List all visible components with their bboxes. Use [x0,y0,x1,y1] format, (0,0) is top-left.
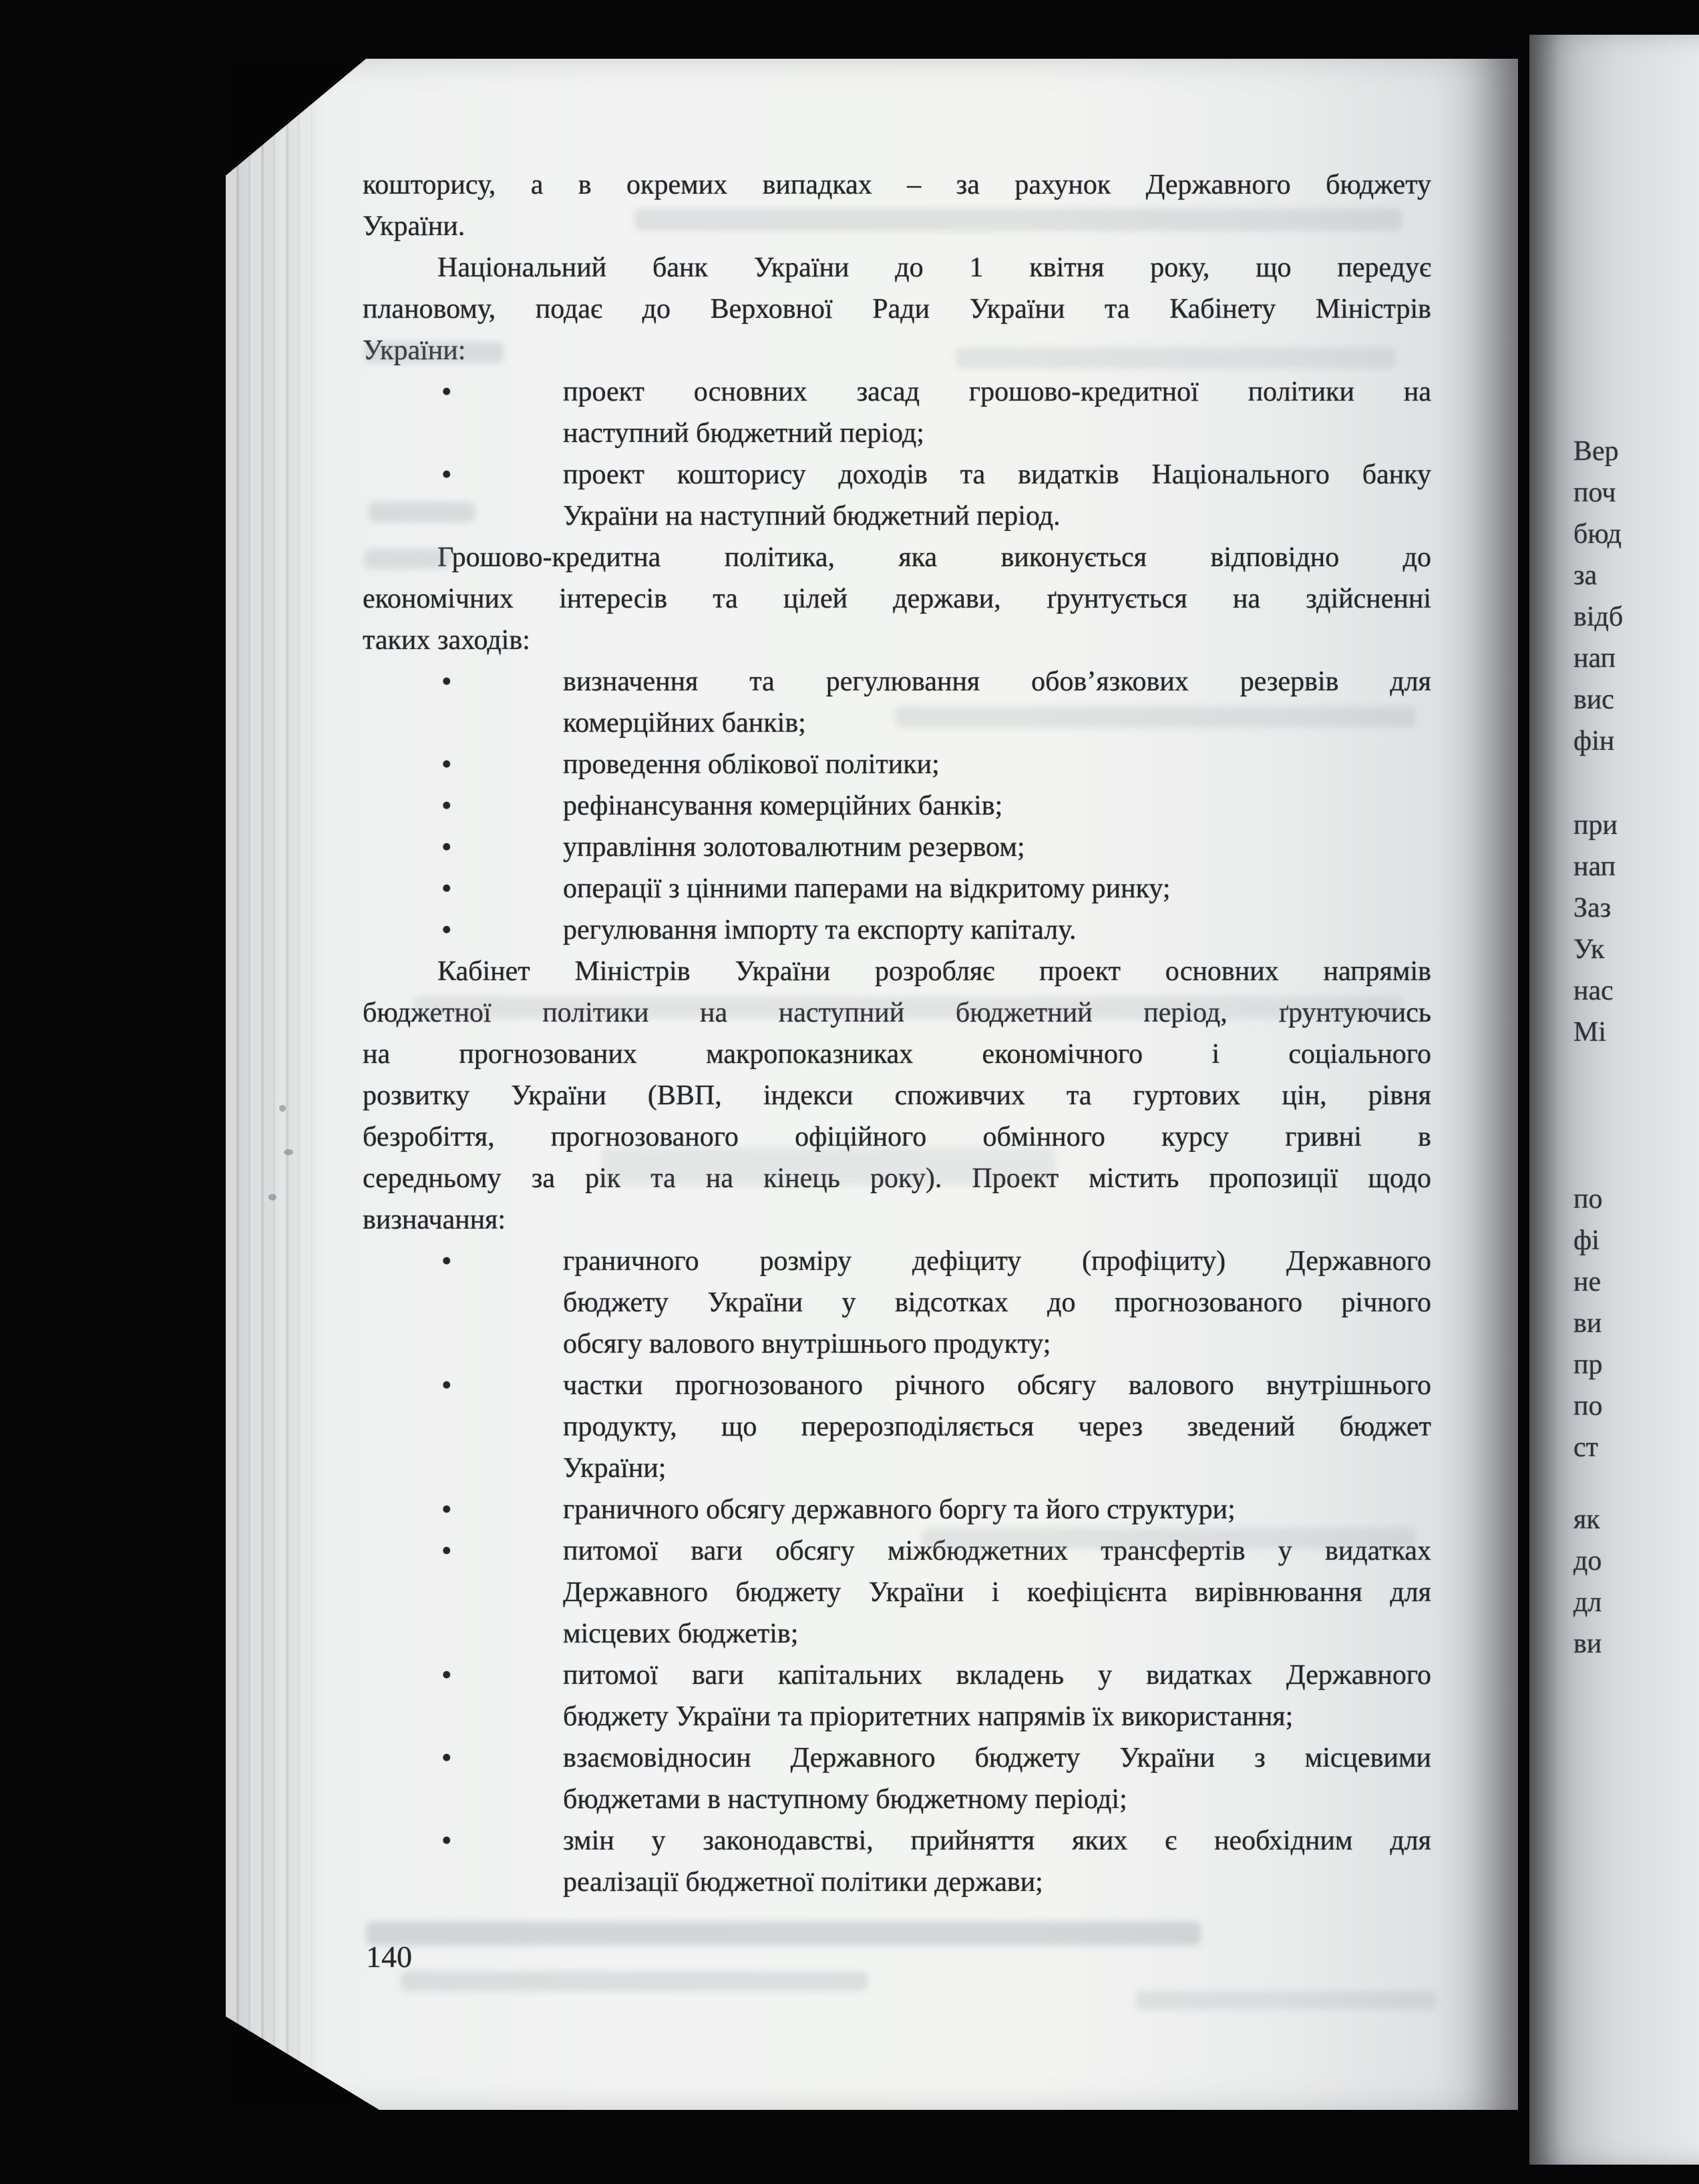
page-corner-shadow [226,59,366,176]
page-number: 140 [366,1940,412,1974]
text-line [363,1365,1431,1406]
cut-off-text-fragment: відб [1573,602,1624,632]
text-line [363,951,1431,992]
cut-off-text-fragment: до [1573,1546,1602,1576]
bleed-through-artifact [634,208,1402,231]
cut-off-text-fragment: дл [1573,1587,1602,1618]
text-line [363,1323,1431,1365]
bleed-through-artifact [366,1922,1201,1946]
page-stack-edge [226,59,319,2110]
text-line-content: бюджету України та пріоритетних напрямів їх використання; [563,1701,1294,1732]
bleed-through-artifact [601,1147,1055,1186]
text-line [363,537,1431,578]
cut-off-text-fragment: по [1573,1391,1603,1422]
cut-off-text-fragment: нас [1573,975,1614,1006]
bullet-icon: • [441,1369,452,1401]
text-line-content: на прогнозованих макропоказниках економічного і соціального [363,1039,1431,1070]
text-line-content: бюджету України у відсотках до прогнозованого річного [563,1287,1431,1318]
text-line-content: питомої ваги капітальних вкладень у видатках Державного [563,1660,1431,1691]
text-line-content: економічних інтересів та цілей держави, ґрунтується на здійсненні [363,584,1431,614]
text-line-content: питомої ваги обсягу міжбюджетних трансфертів у видатках [563,1536,1431,1566]
scan-speck [284,1149,293,1155]
bullet-icon: • [441,872,452,905]
text-line [363,909,1431,951]
bullet-icon: • [441,458,452,491]
text-line-content: граничного обсягу державного боргу та його структури; [563,1494,1236,1525]
text-line [363,827,1431,868]
text-line-content: України на наступний бюджетний період. [563,501,1061,531]
bleed-through-artifact [414,996,1402,1019]
cut-off-text-fragment: по [1573,1184,1603,1215]
bleed-through-artifact [364,342,504,363]
text-line [363,164,1431,206]
text-line [363,495,1431,537]
cut-off-text-fragment: не [1573,1267,1601,1297]
cut-off-text-fragment: при [1573,810,1618,841]
text-line [363,744,1431,785]
bleed-through-artifact [369,502,476,522]
cut-off-text-fragment: нап [1573,851,1616,882]
text-line [363,1034,1431,1075]
text-line-content: Грошово-кредитна політика, яка виконується відповідно до [437,542,1431,573]
bullet-icon: • [441,665,452,698]
cut-off-text-fragment: Ук [1573,934,1605,965]
text-line-content: бюджетної політики на наступний бюджетний період, ґрунтуючись [363,998,1431,1028]
bleed-through-artifact [922,1528,1416,1549]
scan-speck [279,1105,286,1112]
text-line-content: змін у законодавстві, прийняття яких є необхідним для [563,1825,1431,1856]
text-line [363,1820,1431,1862]
cut-off-text-fragment: за [1573,560,1597,591]
text-line [363,1075,1431,1116]
cut-off-text-fragment: ви [1573,1628,1602,1659]
text-line [363,247,1431,288]
text-line [363,1862,1431,1903]
text-line-content: визначання: [363,1205,506,1235]
text-line-content: взаємовідносин Державного бюджету України з місцевими [563,1743,1431,1773]
text-line [363,454,1431,495]
text-line-content: України. [363,211,465,242]
text-line [363,371,1431,413]
bullet-icon: • [441,1493,452,1526]
bullet-icon: • [441,789,452,822]
bullet-icon: • [441,913,452,946]
text-line [363,1448,1431,1489]
cut-off-text-fragment: вис [1573,684,1614,715]
text-line [363,1406,1431,1448]
text-line-content: проект основних засад грошово-кредитної політики на [563,377,1431,407]
text-line [363,785,1431,827]
cut-off-text-fragment: бюд [1573,519,1622,550]
text-line-content: управління золотовалютним резервом; [563,832,1025,863]
cut-off-text-fragment: фін [1573,726,1615,756]
text-line [363,868,1431,909]
bleed-through-artifact [895,706,1416,728]
text-line [363,1489,1431,1530]
cut-off-text-fragment: поч [1573,477,1616,508]
text-line-content: наступний бюджетний період; [563,418,924,449]
bullet-icon: • [441,748,452,781]
text-line-content: комерційних банків; [563,708,806,738]
bullet-icon: • [441,1245,452,1277]
text-line [363,1572,1431,1613]
cut-off-text-fragment: Вер [1573,436,1619,467]
text-line-content: Кабінет Міністрів України розробляє проект основних напрямів [437,956,1431,987]
text-line [363,1241,1431,1282]
text-line [363,288,1431,330]
bleed-through-artifact [1135,1991,1436,2010]
text-line [363,1737,1431,1779]
page-corner-shadow [226,2016,379,2110]
text-line-content: операції з цінними паперами на відкритому ринку; [563,873,1171,904]
scan-speck [268,1194,276,1200]
bleed-through-artifact [364,549,451,569]
cut-off-text-fragment: фі [1573,1225,1599,1256]
page-text [363,164,1431,1903]
text-line-content: України: [363,335,466,366]
text-line-content: кошторису, а в окремих випадках – за рахунок Державного бюджету [363,170,1431,200]
cut-off-text-fragment: ст [1573,1432,1598,1463]
text-line [363,1779,1431,1820]
text-line [363,1282,1431,1323]
bullet-icon: • [441,375,452,408]
text-line-content: проведення облікової політики; [563,749,940,780]
bullet-icon: • [441,1534,452,1567]
text-line-content: обсягу валового внутрішнього продукту; [563,1329,1051,1359]
text-line-content: регулювання імпорту та експорту капіталу. [563,915,1077,945]
text-line [363,661,1431,702]
bleed-through-artifact [955,347,1396,369]
bleed-through-artifact [401,1971,868,1991]
text-line-content: реалізації бюджетної політики держави; [563,1867,1043,1898]
text-line-content: плановому, подає до Верховної Ради України та Кабінету Міністрів [363,294,1431,324]
cut-off-text-fragment: як [1573,1504,1600,1535]
text-line [363,413,1431,454]
text-line-content: частки прогнозованого річного обсягу валового внутрішнього [563,1370,1431,1401]
text-line-content: визначення та регулювання обов’язкових резервів для [563,666,1431,697]
text-line-content: безробіття, прогнозованого офіційного обмінного курсу гривні в [363,1122,1431,1152]
text-line-content: Національний банк України до 1 квітня року, що передує [437,252,1431,283]
cut-off-text-fragment: Мі [1573,1017,1607,1048]
text-line-content: рефінансування комерційних банків; [563,791,1003,821]
text-line-content: розвитку України (ВВП, індекси споживчих та гуртових цін, рівня [363,1080,1431,1111]
text-line [363,578,1431,620]
text-line-content: середньому за рік та на кінець року). Проект містить пропозиції щодо [363,1163,1431,1194]
cut-off-text-fragment: нап [1573,643,1616,674]
cut-off-text-fragment: пр [1573,1349,1603,1380]
text-line-content: проект кошторису доходів та видатків Національного банку [563,459,1431,490]
cut-off-text-fragment: ви [1573,1308,1602,1339]
text-line-content: України; [563,1453,667,1484]
text-line [363,1696,1431,1737]
text-line-content: граничного розміру дефіциту (профіциту) Державного [563,1246,1431,1277]
text-line [363,1655,1431,1696]
text-line [363,1613,1431,1655]
bullet-icon: • [441,831,452,863]
text-line [363,620,1431,661]
text-line-content: бюджетами в наступному бюджетному періоді; [563,1784,1127,1815]
bullet-icon: • [441,1659,452,1691]
bullet-icon: • [441,1824,452,1857]
text-line-content: місцевих бюджетів; [563,1618,799,1649]
text-line-content: Державного бюджету України і коефіцієнта вирівнювання для [563,1577,1431,1608]
text-line-content: продукту, що перерозподіляється через зведений бюджет [563,1411,1431,1442]
text-line [363,1199,1431,1241]
cut-off-text-fragment: Заз [1573,893,1612,923]
book-right-page [1529,35,1699,2165]
bullet-icon: • [441,1741,452,1774]
text-line-content: таких заходів: [363,625,530,656]
